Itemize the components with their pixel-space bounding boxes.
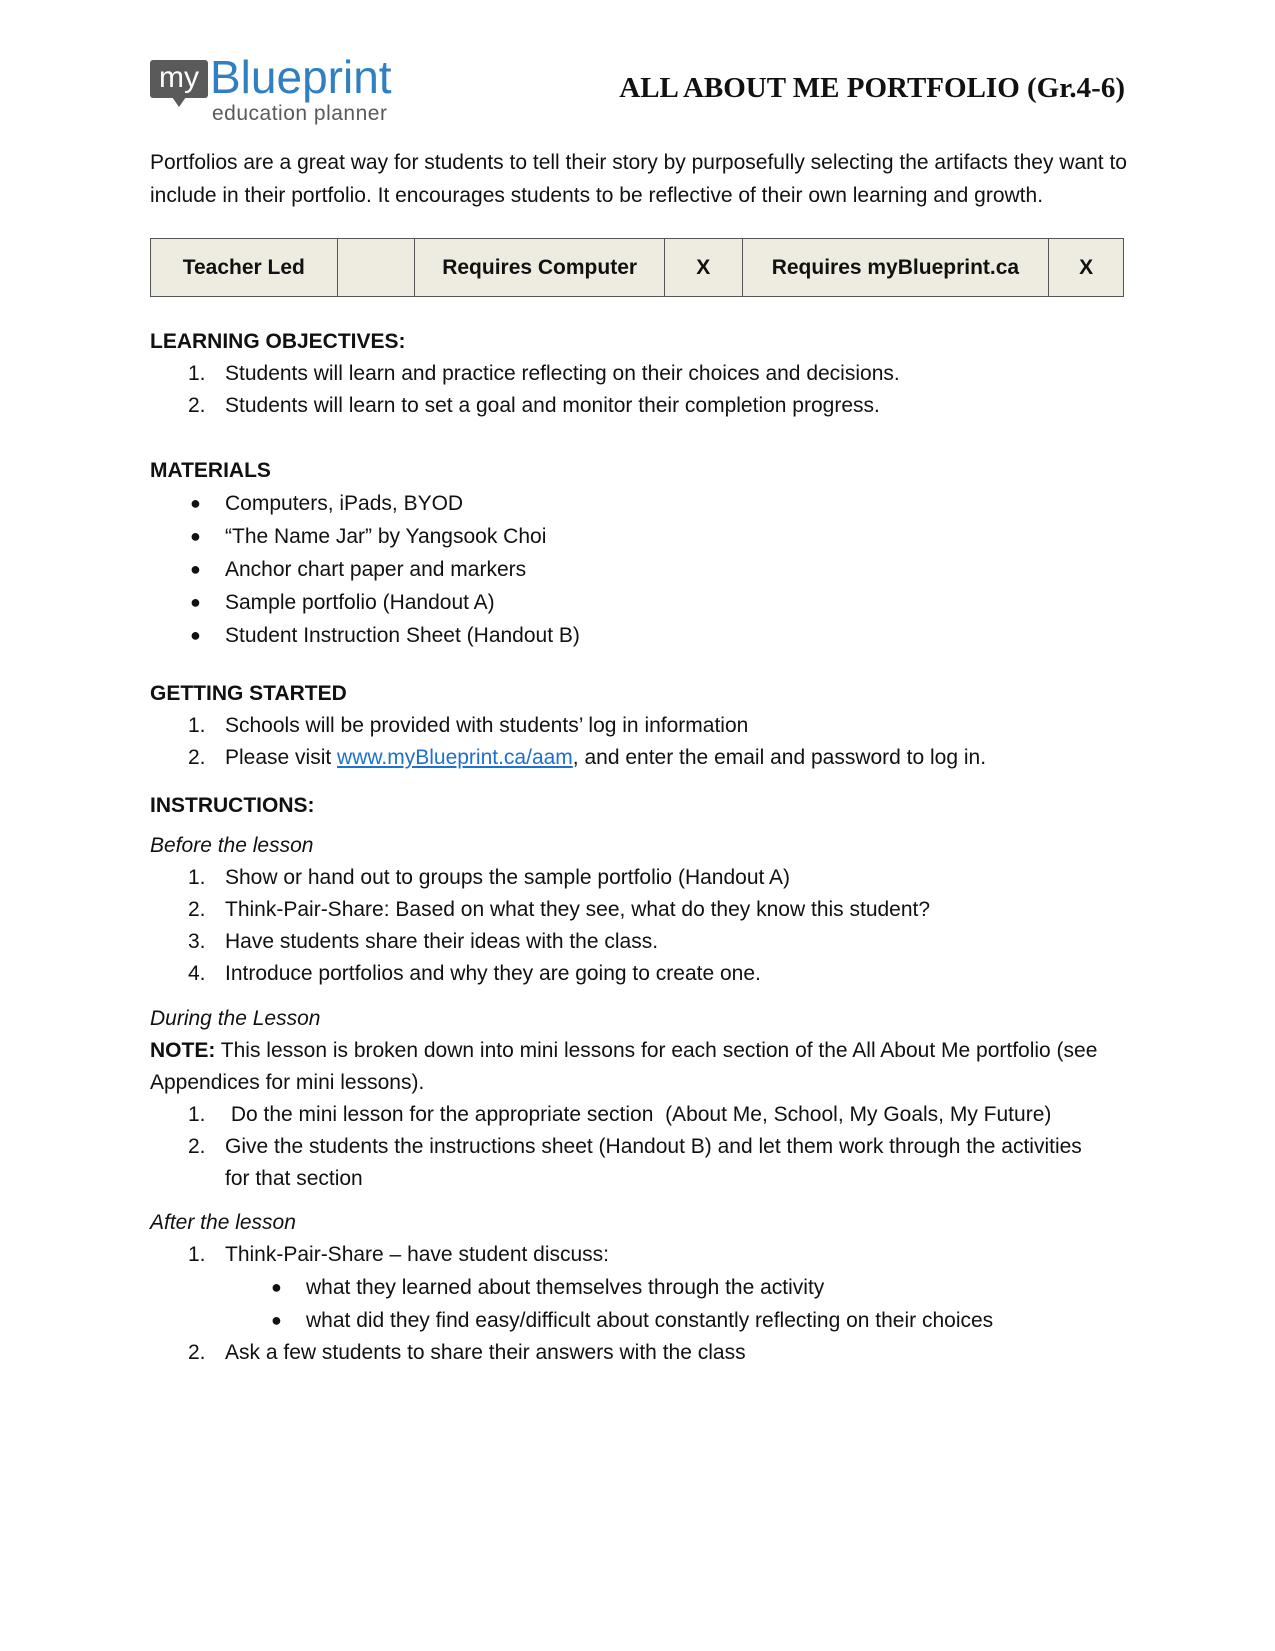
requires-myblueprint-value: X (1049, 239, 1124, 297)
list-item-text: Students will learn to set a goal and monitor their completion progress. (225, 394, 880, 417)
list-item-text: “The Name Jar” by Yangsook Choi (225, 525, 547, 548)
list-item (150, 586, 1150, 619)
list-item-text: Schools will be provided with students’ log in information (225, 714, 749, 737)
requirements-table (150, 238, 1124, 297)
list-item (150, 1271, 1150, 1304)
list-item-text: Students will learn and practice reflecting on their choices and decisions. (225, 362, 900, 385)
list-number: 2. (188, 1135, 206, 1158)
list-item (150, 390, 1150, 422)
requires-computer-label: Requires Computer (415, 239, 665, 297)
during-lesson-list (150, 1099, 1130, 1195)
logo-brand-text: Blueprint (210, 51, 392, 103)
teacher-led-value (337, 239, 415, 297)
page-title: ALL ABOUT ME PORTFOLIO (Gr.4-6) (619, 72, 1125, 104)
list-number: 4. (188, 962, 206, 985)
list-item (150, 894, 1150, 926)
bullet-icon: ● (271, 1277, 282, 1297)
intro-paragraph: Portfolios are a great way for students to tell their story by purposefully selecting the artifacts they want to include in their portfolio. It encourages students to be reflective of their own learning and growth. (150, 151, 1127, 207)
list-item (150, 1099, 1130, 1131)
getting-started-heading: GETTING STARTED (150, 682, 347, 705)
list-item-text: Computers, iPads, BYOD (225, 492, 464, 515)
myblueprint-aam-link[interactable]: www.myBlueprint.ca/aam (337, 746, 573, 769)
materials-section (150, 455, 1150, 652)
bullet-icon: ● (190, 625, 201, 645)
list-item-text: Sample portfolio (Handout A) (225, 591, 495, 614)
after-lesson-list-continued (150, 1337, 1150, 1369)
list-item-text: what did they find easy/difficult about constantly reflecting on their choices (306, 1309, 994, 1332)
list-item (150, 926, 1150, 958)
list-number: 1. (188, 1243, 206, 1266)
list-item-text-post: , and enter the email and password to log in. (572, 746, 987, 769)
after-lesson-list (150, 1239, 1150, 1271)
list-item-text: Think-Pair-Share – have student discuss: (225, 1243, 610, 1266)
list-item-text: Do the mini lesson for the appropriate section (About Me, School, My Goals, My Future) (225, 1103, 1052, 1126)
note-text: This lesson is broken down into mini lessons for each section of the All About Me portfolio (see Appendices for mini lessons). (150, 1039, 1098, 1094)
list-item (150, 1337, 1150, 1369)
requires-myblueprint-label: Requires myBlueprint.ca (742, 239, 1048, 297)
getting-started-section (150, 678, 1150, 774)
myblueprint-logo (150, 51, 395, 128)
list-item (150, 358, 1150, 390)
list-number: 1. (188, 866, 206, 889)
list-item (150, 487, 1150, 520)
list-number: 1. (188, 362, 206, 385)
list-number: 1. (188, 714, 206, 737)
before-lesson-section (150, 830, 1150, 990)
list-item-text: Think-Pair-Share: Based on what they see, what do they know this student? (225, 898, 931, 921)
learning-objectives-list (150, 358, 1150, 422)
bullet-icon: ● (190, 526, 201, 546)
list-item (150, 619, 1150, 652)
list-item (150, 1239, 1150, 1271)
list-item (150, 862, 1150, 894)
list-item-text: Show or hand out to groups the sample portfolio (Handout A) (225, 866, 791, 889)
teacher-led-label: Teacher Led (151, 239, 338, 297)
bullet-icon: ● (190, 493, 201, 513)
list-number: 2. (188, 394, 206, 417)
during-lesson-subheading: During the Lesson (150, 1007, 321, 1030)
materials-list (150, 487, 1150, 652)
learning-objectives-section (150, 326, 1150, 422)
list-item (150, 710, 1150, 742)
note-label: NOTE: (150, 1039, 216, 1062)
bullet-icon: ● (190, 559, 201, 579)
requires-computer-value: X (664, 239, 742, 297)
list-number: 2. (188, 898, 206, 921)
instructions-heading: INSTRUCTIONS: (150, 794, 315, 817)
list-item (150, 742, 1150, 774)
after-lesson-section (150, 1207, 1150, 1369)
list-item-text: Student Instruction Sheet (Handout B) (225, 624, 580, 647)
list-item-text: Have students share their ideas with the class. (225, 930, 659, 953)
getting-started-list (150, 710, 1150, 774)
list-number: 3. (188, 930, 206, 953)
during-lesson-section (150, 1003, 1130, 1195)
after-lesson-subheading: After the lesson (150, 1211, 296, 1234)
learning-objectives-heading: LEARNING OBJECTIVES: (150, 330, 406, 353)
list-number: 2. (188, 746, 206, 769)
logo-my-badge: my (150, 60, 208, 98)
requirements-row (151, 239, 1124, 297)
list-number: 2. (188, 1341, 206, 1364)
list-item-text: what they learned about themselves through the activity (306, 1276, 825, 1299)
list-item-text: Give the students the instructions sheet (Handout B) and let them work through the activities for that section (225, 1135, 1082, 1190)
list-number: 1. (188, 1103, 206, 1126)
list-item (150, 1304, 1150, 1337)
before-lesson-list (150, 862, 1150, 990)
during-lesson-note (150, 1035, 1130, 1099)
list-item-text: Anchor chart paper and markers (225, 558, 527, 581)
list-item-text-pre: Please visit (225, 746, 338, 769)
list-item (150, 520, 1150, 553)
logo-subtitle: education planner (212, 102, 388, 125)
bullet-icon: ● (271, 1310, 282, 1330)
list-item (150, 553, 1150, 586)
list-item-text: Introduce portfolios and why they are going to create one. (225, 962, 761, 985)
list-item (150, 958, 1150, 990)
after-lesson-sub-list (150, 1271, 1150, 1337)
before-lesson-subheading: Before the lesson (150, 834, 314, 857)
bullet-icon: ● (190, 592, 201, 612)
instructions-section (150, 790, 1150, 822)
materials-heading: MATERIALS (150, 459, 271, 482)
list-item (150, 1131, 1130, 1195)
list-item-text: Ask a few students to share their answers with the class (225, 1341, 746, 1364)
